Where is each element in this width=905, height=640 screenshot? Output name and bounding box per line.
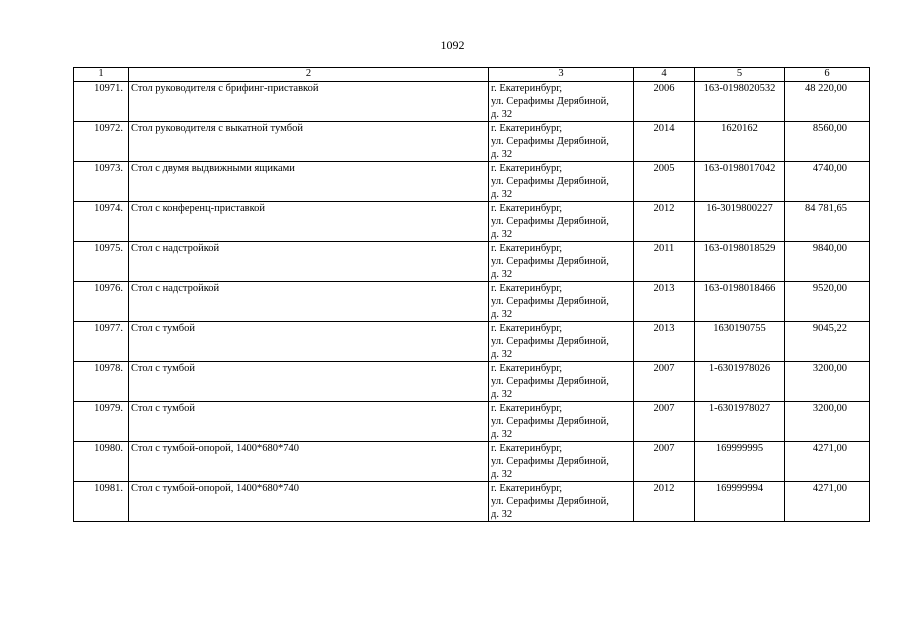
item-address — [489, 242, 634, 282]
address-line: г. Екатеринбург, — [491, 163, 563, 174]
address-line: г. Екатеринбург, — [491, 363, 563, 374]
address-line: д. 32 — [491, 509, 513, 520]
row-number: 10971. — [74, 82, 129, 122]
item-address — [489, 282, 634, 322]
row-number: 10975. — [74, 242, 129, 282]
address-line: ул. Серафимы Дерябиной, — [491, 416, 609, 427]
address-line: д. 32 — [491, 229, 513, 240]
item-cost: 9045,22 — [785, 322, 870, 362]
table-row — [74, 162, 870, 202]
address-line: г. Екатеринбург, — [491, 243, 563, 254]
address-line: г. Екатеринбург, — [491, 203, 563, 214]
address-line: д. 32 — [491, 469, 513, 480]
address-line: г. Екатеринбург, — [491, 483, 563, 494]
table-row — [74, 482, 870, 522]
item-cost: 8560,00 — [785, 122, 870, 162]
table-row — [74, 402, 870, 442]
item-year: 2013 — [634, 282, 695, 322]
address-line: д. 32 — [491, 349, 513, 360]
item-name: Стол с надстройкой — [129, 282, 489, 322]
address-line: г. Екатеринбург, — [491, 83, 563, 94]
address-line: ул. Серафимы Дерябиной, — [491, 136, 609, 147]
table-row — [74, 242, 870, 282]
column-header: 6 — [785, 68, 870, 82]
address-line: ул. Серафимы Дерябиной, — [491, 456, 609, 467]
item-year: 2013 — [634, 322, 695, 362]
item-year: 2011 — [634, 242, 695, 282]
item-cost: 9520,00 — [785, 282, 870, 322]
item-cost: 3200,00 — [785, 402, 870, 442]
address-line: д. 32 — [491, 269, 513, 280]
address-line: г. Екатеринбург, — [491, 403, 563, 414]
row-number: 10973. — [74, 162, 129, 202]
row-number: 10979. — [74, 402, 129, 442]
table-row — [74, 282, 870, 322]
item-address — [489, 162, 634, 202]
address-line: ул. Серафимы Дерябиной, — [491, 216, 609, 227]
table-row — [74, 442, 870, 482]
item-address — [489, 322, 634, 362]
item-name: Стол с конференц-приставкой — [129, 202, 489, 242]
table-row — [74, 362, 870, 402]
address-line: ул. Серафимы Дерябиной, — [491, 376, 609, 387]
item-cost: 48 220,00 — [785, 82, 870, 122]
inventory-number: 1-6301978027 — [695, 402, 785, 442]
address-line: д. 32 — [491, 149, 513, 160]
address-line: д. 32 — [491, 109, 513, 120]
inventory-number: 163-0198020532 — [695, 82, 785, 122]
inventory-number: 163-0198018466 — [695, 282, 785, 322]
item-name: Стол руководителя с брифинг-приставкой — [129, 82, 489, 122]
page-number: 1092 — [440, 38, 465, 52]
item-year: 2006 — [634, 82, 695, 122]
address-line: ул. Серафимы Дерябиной, — [491, 296, 609, 307]
item-year: 2012 — [634, 482, 695, 522]
address-line: д. 32 — [491, 429, 513, 440]
table-row — [74, 82, 870, 122]
address-line: ул. Серафимы Дерябиной, — [491, 336, 609, 347]
item-cost: 9840,00 — [785, 242, 870, 282]
inventory-number: 163-0198018529 — [695, 242, 785, 282]
inventory-number: 1-6301978026 — [695, 362, 785, 402]
column-header: 2 — [129, 68, 489, 82]
address-line: ул. Серафимы Дерябиной, — [491, 176, 609, 187]
column-header: 4 — [634, 68, 695, 82]
column-header: 5 — [695, 68, 785, 82]
inventory-number: 169999994 — [695, 482, 785, 522]
item-name: Стол с тумбой — [129, 322, 489, 362]
address-line: д. 32 — [491, 189, 513, 200]
table-row — [74, 122, 870, 162]
column-header: 1 — [74, 68, 129, 82]
item-address — [489, 202, 634, 242]
item-name: Стол руководителя с выкатной тумбой — [129, 122, 489, 162]
inventory-number: 169999995 — [695, 442, 785, 482]
item-cost: 3200,00 — [785, 362, 870, 402]
item-address — [489, 82, 634, 122]
item-address — [489, 482, 634, 522]
row-number: 10980. — [74, 442, 129, 482]
table-row — [74, 202, 870, 242]
inventory-number: 16-3019800227 — [695, 202, 785, 242]
item-name: Стол с двумя выдвижными ящиками — [129, 162, 489, 202]
table-row — [74, 322, 870, 362]
inventory-number: 1620162 — [695, 122, 785, 162]
address-line: ул. Серафимы Дерябиной, — [491, 256, 609, 267]
address-line: г. Екатеринбург, — [491, 443, 563, 454]
row-number: 10974. — [74, 202, 129, 242]
item-year: 2014 — [634, 122, 695, 162]
item-address — [489, 402, 634, 442]
item-year: 2007 — [634, 402, 695, 442]
table-header-row — [74, 68, 870, 82]
row-number: 10977. — [74, 322, 129, 362]
item-address — [489, 122, 634, 162]
item-name: Стол с тумбой-опорой, 1400*680*740 — [129, 442, 489, 482]
address-line: д. 32 — [491, 389, 513, 400]
item-cost: 4740,00 — [785, 162, 870, 202]
item-year: 2012 — [634, 202, 695, 242]
item-name: Стол с надстройкой — [129, 242, 489, 282]
row-number: 10972. — [74, 122, 129, 162]
row-number: 10978. — [74, 362, 129, 402]
row-number: 10976. — [74, 282, 129, 322]
item-year: 2007 — [634, 362, 695, 402]
item-address — [489, 442, 634, 482]
item-year: 2005 — [634, 162, 695, 202]
inventory-number: 163-0198017042 — [695, 162, 785, 202]
address-line: ул. Серафимы Дерябиной, — [491, 96, 609, 107]
item-name: Стол с тумбой — [129, 402, 489, 442]
row-number: 10981. — [74, 482, 129, 522]
address-line: г. Екатеринбург, — [491, 123, 563, 134]
item-address — [489, 362, 634, 402]
item-cost: 4271,00 — [785, 442, 870, 482]
column-header: 3 — [489, 68, 634, 82]
item-cost: 4271,00 — [785, 482, 870, 522]
address-line: ул. Серафимы Дерябиной, — [491, 496, 609, 507]
item-cost: 84 781,65 — [785, 202, 870, 242]
item-name: Стол с тумбой — [129, 362, 489, 402]
address-line: д. 32 — [491, 309, 513, 320]
item-name: Стол с тумбой-опорой, 1400*680*740 — [129, 482, 489, 522]
address-line: г. Екатеринбург, — [491, 283, 563, 294]
property-registry-table — [73, 67, 870, 522]
address-line: г. Екатеринбург, — [491, 323, 563, 334]
item-year: 2007 — [634, 442, 695, 482]
inventory-number: 1630190755 — [695, 322, 785, 362]
